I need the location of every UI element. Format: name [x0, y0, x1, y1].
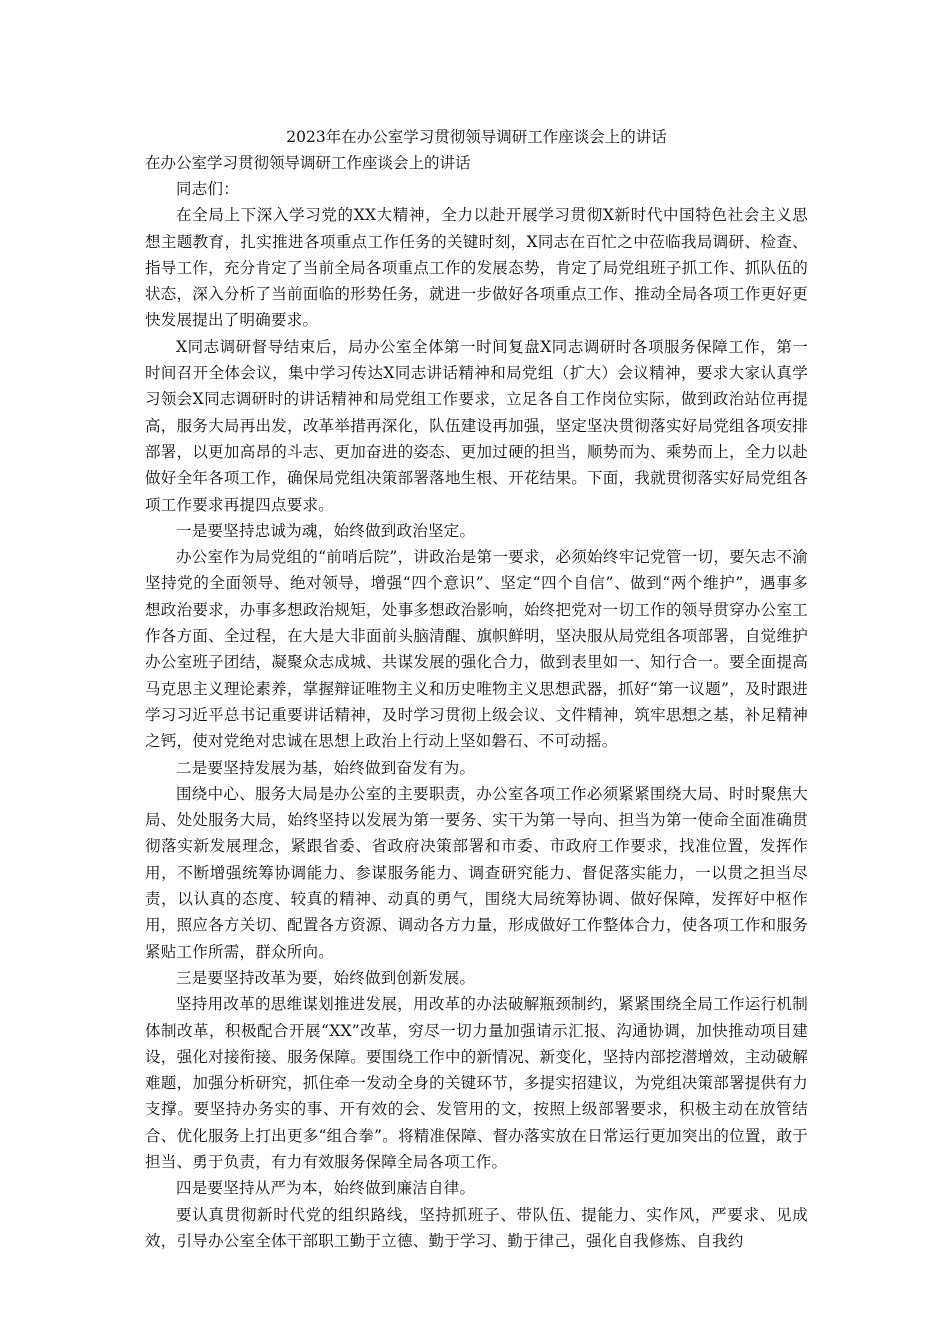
section-heading-2: 二是要坚持发展为基，始终做到奋发有为。 — [176, 758, 476, 777]
document-title: 2023年在办公室学习贯彻领导调研工作座谈会上的讲话 — [286, 128, 667, 146]
salutation: 同志们： — [176, 180, 240, 198]
section-heading-4: 四是要坚持从严为本，始终做到廉洁自律。 — [176, 1179, 476, 1198]
paragraph: X同志调研督导结束后，局办公室全体第一时间复盘X同志调研时各项服务保障工作，第一时间召开全体会议，集中学习传达X同志讲话精神和局党组（扩大）会议精神，要求大家认真学习领会X同志调研时的讲话精神和局党组工作要求，立足各自工作岗位实际，做到政治站位再提高，服务大局再出发，改革举措再深化，队伍建设再加强，坚定坚决贯彻落实好局党组各项安排部署，以更加高昂的斗志、更加奋进的姿态、更加过硬的担当，顺势而为、乘势而上，全力以赴做好全年各项工作，确保局党组决策部署落地生根、开花结果。下面，我就贯彻落实好局党组各项工作要求再提四点要求。 — [145, 337, 808, 514]
paragraph: 坚持用改革的思维谋划推进发展，用改革的办法破解瓶颈制约，紧紧围绕全局工作运行机制体制改革，积极配合开展“XX”改革，穷尽一切力量加强请示汇报、沟通协调，加快推动项目建设，强化对接衔接、服务保障。要围绕工作中的新情况、新变化，坚持内部挖潜增效，主动破解难题，加强分析研究，抓住牵一发动全身的关键环节，多提实招建议，为党组决策部署提供有力支撑。要坚持办务实的事、开有效的会、发管用的文，按照上级部署要求，积极主动在放管结合、优化服务上打出更多“组合拳”。将精准保障、督办落实放在日常运行更加突出的位置，敢于担当、勇于负责，有力有效服务保障全局各项工作。 — [145, 995, 808, 1171]
document-body — [145, 124, 808, 1254]
section-heading-3: 三是要坚持改革为要，始终做到创新发展。 — [176, 968, 476, 987]
section-heading-1: 一是要坚持忠诚为魂，始终做到政治坚定。 — [176, 521, 476, 540]
paragraph: 要认真贯彻新时代党的组织路线，坚持抓班子、带队伍、提能力、实作风，严要求、见成效，引导办公室全体干部职工勤于立德、勤于学习、勤于律己，强化自我修炼、自我约 — [145, 1205, 808, 1250]
paragraph: 在全局上下深入学习党的XX大精神，全力以赴开展学习贯彻X新时代中国特色社会主义思想主题教育，扎实推进各项重点工作任务的关键时刻，X同志在百忙之中莅临我局调研、检查、指导工作，充分肯定了当前全局各项重点工作的发展态势，肯定了局党组班子抓工作、抓队伍的状态，深入分析了当前面临的形势任务，就进一步做好各项重点工作、推动全局各项工作更好更快发展提出了明确要求。 — [145, 206, 808, 330]
paragraph: 围绕中心、服务大局是办公室的主要职责，办公室各项工作必须紧紧围绕大局、时时聚焦大局、处处服务大局，始终坚持以发展为第一要务、实干为第一导向、担当为第一使命全面准确贯彻落实新发展理念，紧跟省委、省政府决策部署和市委、市政府工作要求，找准位置，发挥作用，不断增强统筹协调能力、参谋服务能力、调查研究能力、督促落实能力，一以贯之担当尽责，以认真的态度、较真的精神、动真的勇气，围绕大局统筹协调、做好保障，发挥好中枢作用，照应各方关切、配置各方资源、调动各方力量，形成做好工作整体合力，使各项工作和服务紧贴工作所需，群众所向。 — [145, 784, 808, 961]
paragraph: 办公室作为局党组的“前哨后院”，讲政治是第一要求，必须始终牢记党管一切，要矢志不渝坚持党的全面领导、绝对领导，增强“四个意识”、坚定“四个自信”、做到“两个维护”，遇事多想政治要求，办事多想政治规矩，处事多想政治影响，始终把党对一切工作的领导贯穿办公室工作各方面、全过程，在大是大非面前头脑清醒、旗帜鲜明，坚决服从局党组各项部署，自觉维护办公室班子团结，凝聚众志成城、共谋发展的强化合力，做到表里如一、知行合一。要全面提高马克思主义理论素养，掌握辩证唯物主义和历史唯物主义思想武器，抓好“第一议题”，及时跟进学习习近平总书记重要讲话精神，及时学习贯彻上级会议、文件精神，筑牢思想之基，补足精神之钙，使对党绝对忠诚在思想上政治上行动上坚如磐石、不可动摇。 — [145, 548, 808, 751]
document-subtitle: 在办公室学习贯彻领导调研工作座谈会上的讲话 — [145, 154, 471, 172]
